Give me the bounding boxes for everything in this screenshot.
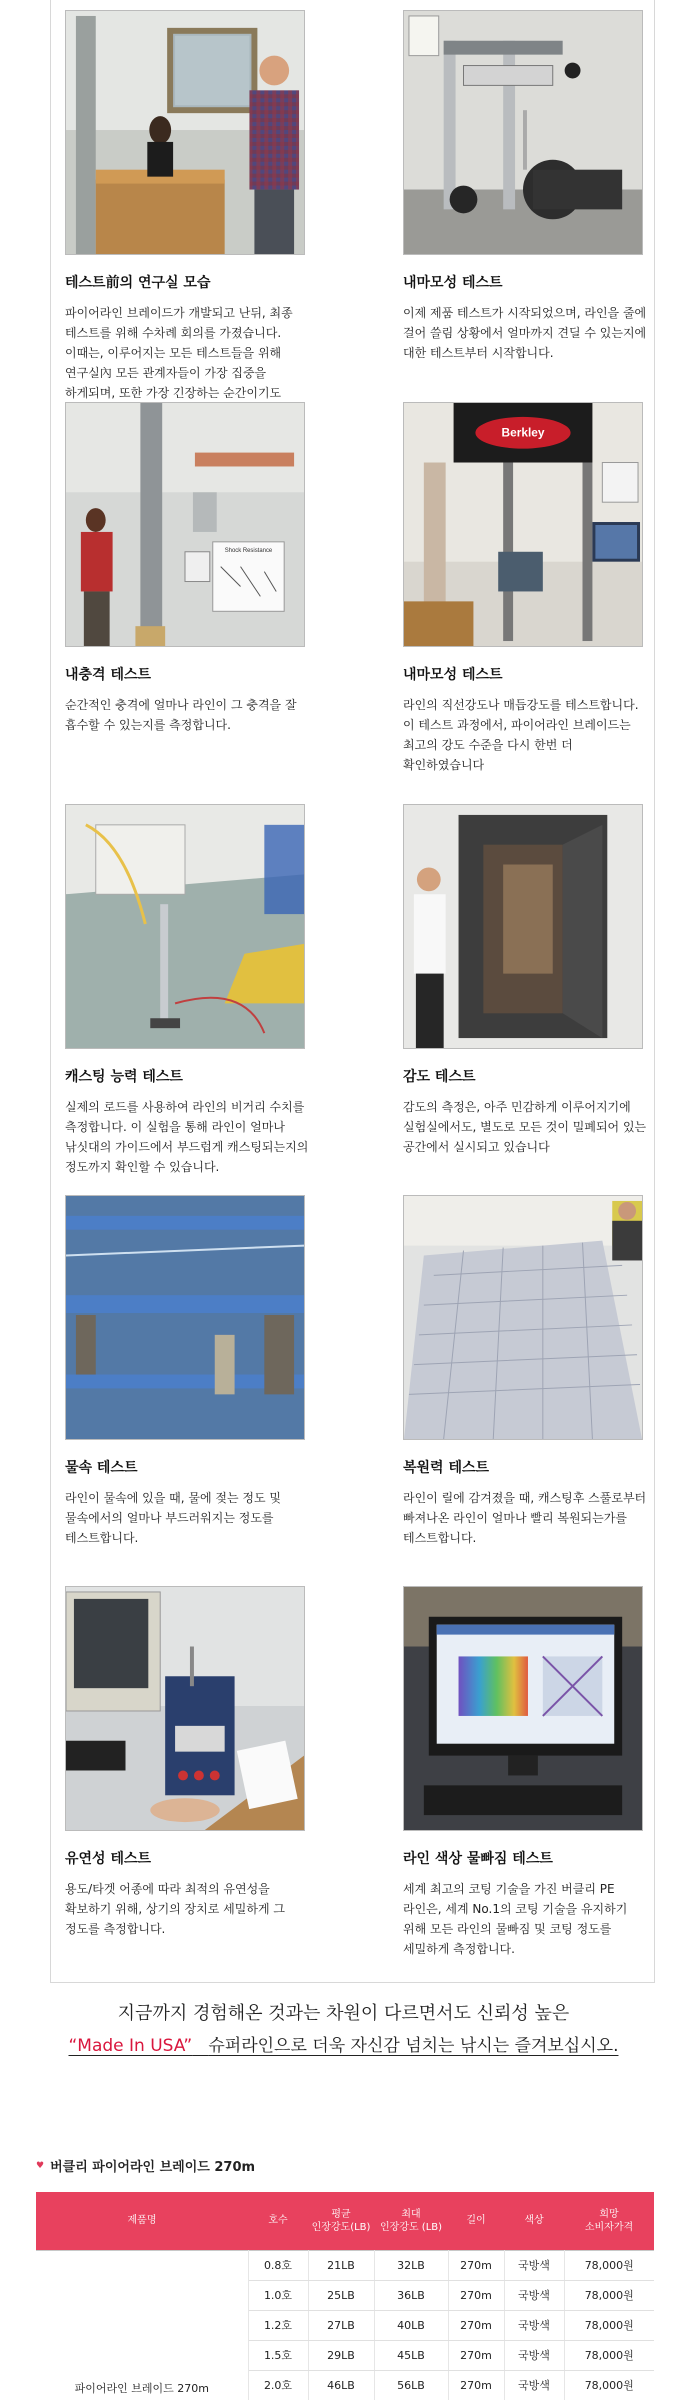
test-card-casting <box>65 804 309 1177</box>
table-cell: 56LB <box>374 2370 448 2400</box>
table-cell: 25LB <box>308 2280 374 2310</box>
test-description: 이제 제품 테스트가 시작되었으며, 라인을 줄에 걸어 쓸림 상황에서 얼마까지 견딜 수 있는지에 대한 테스트부터 시작합니다. <box>403 306 647 360</box>
table-cell: 78,000원 <box>564 2370 654 2400</box>
table-row <box>36 2250 654 2280</box>
test-description: 감도의 측정은, 아주 민감하게 이루어지기에 실험실에서도, 별도로 모든 것이 밀폐되어 있는 공간에서 실시되고 있습니다 <box>403 1100 647 1154</box>
test-description: 순간적인 충격에 얼마나 라인이 그 충격을 잘 흡수할 수 있는지를 측정합니다. <box>65 698 297 732</box>
table-cell: 0.8호 <box>248 2250 308 2280</box>
recovery-table-photo <box>403 1195 643 1440</box>
table-cell: 46LB <box>308 2370 374 2400</box>
test-card-flexibility <box>65 1586 305 1939</box>
test-title: 내마모성 테스트 <box>403 667 503 683</box>
water-tank-photo <box>65 1195 305 1440</box>
tensile-test-photo <box>403 402 643 647</box>
test-description: 라인의 직선강도나 매듭강도를 테스트합니다. 이 테스트 과정에서, 파이어라인 브레이드는 최고의 강도 수준을 다시 한번 더 확인하였습니다 <box>403 698 639 772</box>
table-cell: 270m <box>448 2310 504 2340</box>
slogan-line-1: 지금까지 경험해온 것과는 차원이 다르면서도 신뢰성 높은 <box>117 2003 570 2024</box>
column-header: 희망 소비자가격 <box>564 2192 654 2250</box>
column-header: 최대 인장강도 (LB) <box>374 2192 448 2250</box>
test-card-recovery <box>403 1195 647 1548</box>
table-cell: 국방색 <box>504 2370 564 2400</box>
table-cell: 2.0호 <box>248 2370 308 2400</box>
table-cell: 78,000원 <box>564 2340 654 2370</box>
table-cell: 36LB <box>374 2280 448 2310</box>
table-cell: 21LB <box>308 2250 374 2280</box>
table-cell: 40LB <box>374 2310 448 2340</box>
test-title: 내마모성 테스트 <box>403 275 503 291</box>
test-card-tensile <box>403 402 643 775</box>
table-cell: 1.0호 <box>248 2280 308 2310</box>
test-description: 파이어라인 브레이드가 개발되고 난뒤, 최종 테스트를 위해 수차례 회의를 가졌습니다. 이때는, 이루어지는 모든 테스트들을 위해 연구실內 모든 관계자들이 가장 집중을 하게되며, 또한 가장 긴장하는 순간이기도 <box>65 306 293 400</box>
table-cell: 270m <box>448 2340 504 2370</box>
table-cell: 78,000원 <box>564 2310 654 2340</box>
test-description: 라인이 릴에 감겨졌을 때, 캐스팅후 스풀로부터 빠져나온 라인이 얼마나 빨리 복원되는가를 테스트합니다. <box>403 1491 647 1545</box>
lab-meeting-photo <box>65 10 305 255</box>
product-heading-text: 버클리 파이어라인 브레이드 270m <box>50 2160 256 2175</box>
column-header: 평균 인장강도(LB) <box>308 2192 374 2250</box>
shock-board-label: Shock Resistance <box>224 547 273 554</box>
slogan-underlined <box>69 2036 619 2056</box>
table-cell: 29LB <box>308 2340 374 2370</box>
table-cell: 국방색 <box>504 2310 564 2340</box>
sensitivity-chamber-photo <box>403 804 643 1049</box>
product-spec-table <box>36 2192 654 2400</box>
product-name-cell: 파이어라인 브레이드 270m <box>36 2250 248 2400</box>
test-title: 감도 테스트 <box>403 1069 476 1085</box>
test-title: 라인 색상 물빠짐 테스트 <box>403 1851 553 1867</box>
test-title: 캐스팅 능력 테스트 <box>65 1069 183 1085</box>
column-header: 길이 <box>448 2192 504 2250</box>
color-fade-monitor-photo <box>403 1586 643 1831</box>
test-title: 유연성 테스트 <box>65 1851 152 1867</box>
berkley-sign-text: Berkley <box>501 425 545 440</box>
test-card-water <box>65 1195 305 1548</box>
test-title: 테스트前의 연구실 모습 <box>65 275 211 291</box>
test-card-abrasion <box>403 10 647 363</box>
slogan-line-2-rest: 슈퍼라인으로 더욱 자신감 넘치는 낚시는 즐겨보십시오. <box>208 2036 619 2056</box>
table-cell: 국방색 <box>504 2250 564 2280</box>
flexibility-device-photo <box>65 1586 305 1831</box>
table-cell: 270m <box>448 2250 504 2280</box>
test-card-sensitivity <box>403 804 647 1157</box>
table-cell: 1.2호 <box>248 2310 308 2340</box>
product-section-heading <box>36 2156 255 2175</box>
table-cell: 1.5호 <box>248 2340 308 2370</box>
table-cell: 78,000원 <box>564 2250 654 2280</box>
test-title: 물속 테스트 <box>65 1460 138 1476</box>
test-gallery-frame <box>50 0 655 1983</box>
test-description: 라인이 물속에 있을 때, 물에 젖는 정도 및 물속에서의 얼마나 부드러워지는 정도를 테스트합니다. <box>65 1491 281 1545</box>
table-cell: 국방색 <box>504 2340 564 2370</box>
casting-test-photo <box>65 804 305 1049</box>
abrasion-rig-photo <box>403 10 643 255</box>
table-cell: 78,000원 <box>564 2280 654 2310</box>
table-header-row <box>36 2192 654 2250</box>
column-header: 제품명 <box>36 2192 248 2250</box>
table-cell: 27LB <box>308 2310 374 2340</box>
table-cell: 270m <box>448 2280 504 2310</box>
test-title: 복원력 테스트 <box>403 1460 490 1476</box>
test-title: 내충격 테스트 <box>65 667 152 683</box>
table-cell: 국방색 <box>504 2280 564 2310</box>
test-description: 실제의 로드를 사용하여 라인의 비거리 수치를 측정합니다. 이 실험을 통해 라인이 얼마나 낚싯대의 가이드에서 부드럽게 캐스팅되는지의 정도까지 확인할 수 있습니다. <box>65 1100 309 1174</box>
table-cell: 32LB <box>374 2250 448 2280</box>
test-card-lab <box>65 10 305 423</box>
slogan-line-2 <box>0 2032 687 2060</box>
test-description: 세계 최고의 코팅 기술을 가진 버클리 PE 라인은, 세계 No.1의 코팅 기술을 유지하기 위해 모든 라인의 물빠짐 및 코팅 정도를 세밀하게 측정합니다. <box>403 1882 628 1956</box>
shock-test-photo <box>65 402 305 647</box>
table-cell: 45LB <box>374 2340 448 2370</box>
test-description: 용도/타겟 어종에 따라 최적의 유연성을 확보하기 위해, 상기의 장치로 세밀하게 그 정도를 측정합니다. <box>65 1882 285 1936</box>
table-cell: 270m <box>448 2370 504 2400</box>
test-card-color <box>403 1586 643 1959</box>
test-card-shock <box>65 402 305 735</box>
column-header: 호수 <box>248 2192 308 2250</box>
bullet-heart-icon: ♥ <box>36 2160 45 2171</box>
made-in-usa-text: “Made In USA” <box>68 2036 193 2056</box>
column-header: 색상 <box>504 2192 564 2250</box>
